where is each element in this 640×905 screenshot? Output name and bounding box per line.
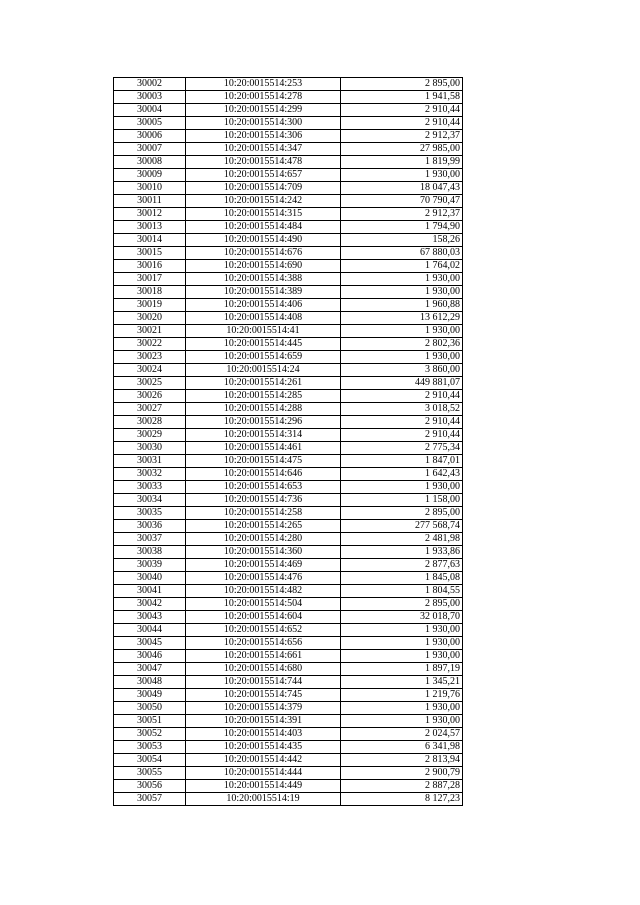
row-number-cell: 30004 xyxy=(114,104,186,117)
table-row xyxy=(114,468,463,481)
cadastral-number-cell: 10:20:0015514:300 xyxy=(186,117,341,130)
cadastral-number-cell: 10:20:0015514:379 xyxy=(186,702,341,715)
amount-cell: 2 024,57 xyxy=(341,728,463,741)
row-number-cell: 30016 xyxy=(114,260,186,273)
table-row xyxy=(114,104,463,117)
cadastral-number-cell: 10:20:0015514:484 xyxy=(186,221,341,234)
row-number-cell: 30055 xyxy=(114,767,186,780)
amount-cell: 2 912,37 xyxy=(341,208,463,221)
row-number-cell: 30037 xyxy=(114,533,186,546)
table-row xyxy=(114,715,463,728)
table-row xyxy=(114,455,463,468)
row-number-cell: 30032 xyxy=(114,468,186,481)
amount-cell: 1 941,58 xyxy=(341,91,463,104)
amount-cell: 158,26 xyxy=(341,234,463,247)
row-number-cell: 30057 xyxy=(114,793,186,806)
table-row xyxy=(114,611,463,624)
row-number-cell: 30002 xyxy=(114,78,186,91)
cadastral-number-cell: 10:20:0015514:296 xyxy=(186,416,341,429)
cadastral-number-cell: 10:20:0015514:653 xyxy=(186,481,341,494)
cadastral-number-cell: 10:20:0015514:656 xyxy=(186,637,341,650)
amount-cell: 32 018,70 xyxy=(341,611,463,624)
cadastral-number-cell: 10:20:0015514:744 xyxy=(186,676,341,689)
row-number-cell: 30006 xyxy=(114,130,186,143)
row-number-cell: 30014 xyxy=(114,234,186,247)
row-number-cell: 30046 xyxy=(114,650,186,663)
amount-cell: 2 910,44 xyxy=(341,117,463,130)
amount-cell: 1 930,00 xyxy=(341,637,463,650)
row-number-cell: 30054 xyxy=(114,754,186,767)
cadastral-number-cell: 10:20:0015514:490 xyxy=(186,234,341,247)
table-row xyxy=(114,299,463,312)
table-row xyxy=(114,351,463,364)
cadastral-number-cell: 10:20:0015514:314 xyxy=(186,429,341,442)
row-number-cell: 30044 xyxy=(114,624,186,637)
amount-cell: 8 127,23 xyxy=(341,793,463,806)
amount-cell: 18 047,43 xyxy=(341,182,463,195)
amount-cell: 13 612,29 xyxy=(341,312,463,325)
amount-cell: 3 860,00 xyxy=(341,364,463,377)
table-row xyxy=(114,247,463,260)
row-number-cell: 30007 xyxy=(114,143,186,156)
row-number-cell: 30005 xyxy=(114,117,186,130)
row-number-cell: 30017 xyxy=(114,273,186,286)
cadastral-number-cell: 10:20:0015514:476 xyxy=(186,572,341,585)
amount-cell: 1 930,00 xyxy=(341,624,463,637)
table-row xyxy=(114,260,463,273)
table-row xyxy=(114,312,463,325)
cadastral-number-cell: 10:20:0015514:604 xyxy=(186,611,341,624)
table-row xyxy=(114,325,463,338)
amount-cell: 1 930,00 xyxy=(341,650,463,663)
row-number-cell: 30022 xyxy=(114,338,186,351)
table-row xyxy=(114,130,463,143)
amount-cell: 1 804,55 xyxy=(341,585,463,598)
amount-cell: 27 985,00 xyxy=(341,143,463,156)
row-number-cell: 30050 xyxy=(114,702,186,715)
amount-cell: 1 345,21 xyxy=(341,676,463,689)
cadastral-number-cell: 10:20:0015514:478 xyxy=(186,156,341,169)
amount-cell: 1 819,99 xyxy=(341,156,463,169)
cadastral-number-cell: 10:20:0015514:280 xyxy=(186,533,341,546)
row-number-cell: 30033 xyxy=(114,481,186,494)
table-row xyxy=(114,689,463,702)
cadastral-number-cell: 10:20:0015514:657 xyxy=(186,169,341,182)
row-number-cell: 30008 xyxy=(114,156,186,169)
table-row xyxy=(114,767,463,780)
amount-cell: 1 930,00 xyxy=(341,325,463,338)
row-number-cell: 30019 xyxy=(114,299,186,312)
amount-cell: 2 910,44 xyxy=(341,390,463,403)
row-number-cell: 30012 xyxy=(114,208,186,221)
amount-cell: 1 930,00 xyxy=(341,286,463,299)
cadastral-number-cell: 10:20:0015514:403 xyxy=(186,728,341,741)
table-row xyxy=(114,403,463,416)
amount-cell: 1 930,00 xyxy=(341,702,463,715)
row-number-cell: 30035 xyxy=(114,507,186,520)
table-row xyxy=(114,377,463,390)
cadastral-number-cell: 10:20:0015514:391 xyxy=(186,715,341,728)
row-number-cell: 30041 xyxy=(114,585,186,598)
cadastral-number-cell: 10:20:0015514:315 xyxy=(186,208,341,221)
row-number-cell: 30036 xyxy=(114,520,186,533)
table-row xyxy=(114,91,463,104)
table-row xyxy=(114,494,463,507)
amount-cell: 1 930,00 xyxy=(341,273,463,286)
amount-cell: 2 895,00 xyxy=(341,598,463,611)
cadastral-number-cell: 10:20:0015514:388 xyxy=(186,273,341,286)
cadastral-number-cell: 10:20:0015514:469 xyxy=(186,559,341,572)
cadastral-number-cell: 10:20:0015514:258 xyxy=(186,507,341,520)
table-row xyxy=(114,234,463,247)
table-row xyxy=(114,156,463,169)
row-number-cell: 30030 xyxy=(114,442,186,455)
table-row xyxy=(114,78,463,91)
table-row xyxy=(114,429,463,442)
row-number-cell: 30023 xyxy=(114,351,186,364)
table-row xyxy=(114,442,463,455)
cadastral-number-cell: 10:20:0015514:661 xyxy=(186,650,341,663)
amount-cell: 2 887,28 xyxy=(341,780,463,793)
cadastral-number-cell: 10:20:0015514:652 xyxy=(186,624,341,637)
amount-cell: 2 895,00 xyxy=(341,507,463,520)
cadastral-number-cell: 10:20:0015514:745 xyxy=(186,689,341,702)
row-number-cell: 30025 xyxy=(114,377,186,390)
row-number-cell: 30045 xyxy=(114,637,186,650)
row-number-cell: 30029 xyxy=(114,429,186,442)
amount-cell: 1 930,00 xyxy=(341,351,463,364)
row-number-cell: 30049 xyxy=(114,689,186,702)
table-row xyxy=(114,182,463,195)
table-row xyxy=(114,338,463,351)
row-number-cell: 30028 xyxy=(114,416,186,429)
cadastral-number-cell: 10:20:0015514:261 xyxy=(186,377,341,390)
cadastral-number-cell: 10:20:0015514:242 xyxy=(186,195,341,208)
table-row xyxy=(114,702,463,715)
amount-cell: 1 897,19 xyxy=(341,663,463,676)
table-row xyxy=(114,676,463,689)
cadastral-number-cell: 10:20:0015514:482 xyxy=(186,585,341,598)
amount-cell: 1 642,43 xyxy=(341,468,463,481)
row-number-cell: 30042 xyxy=(114,598,186,611)
amount-cell: 2 895,00 xyxy=(341,78,463,91)
row-number-cell: 30051 xyxy=(114,715,186,728)
amount-cell: 1 219,76 xyxy=(341,689,463,702)
cadastral-number-cell: 10:20:0015514:736 xyxy=(186,494,341,507)
table-row xyxy=(114,221,463,234)
table-row xyxy=(114,793,463,806)
table-row xyxy=(114,559,463,572)
cadastral-number-cell: 10:20:0015514:288 xyxy=(186,403,341,416)
cadastral-table xyxy=(113,77,463,806)
row-number-cell: 30039 xyxy=(114,559,186,572)
row-number-cell: 30047 xyxy=(114,663,186,676)
row-number-cell: 30021 xyxy=(114,325,186,338)
table-row xyxy=(114,286,463,299)
amount-cell: 6 341,98 xyxy=(341,741,463,754)
cadastral-number-cell: 10:20:0015514:475 xyxy=(186,455,341,468)
amount-cell: 1 930,00 xyxy=(341,715,463,728)
cadastral-number-cell: 10:20:0015514:445 xyxy=(186,338,341,351)
amount-cell: 2 775,34 xyxy=(341,442,463,455)
amount-cell: 1 764,02 xyxy=(341,260,463,273)
table-row xyxy=(114,728,463,741)
row-number-cell: 30043 xyxy=(114,611,186,624)
amount-cell: 449 881,07 xyxy=(341,377,463,390)
amount-cell: 70 790,47 xyxy=(341,195,463,208)
row-number-cell: 30031 xyxy=(114,455,186,468)
amount-cell: 2 813,94 xyxy=(341,754,463,767)
table-row xyxy=(114,208,463,221)
cadastral-number-cell: 10:20:0015514:435 xyxy=(186,741,341,754)
table-row xyxy=(114,754,463,767)
row-number-cell: 30003 xyxy=(114,91,186,104)
table-row xyxy=(114,416,463,429)
row-number-cell: 30009 xyxy=(114,169,186,182)
cadastral-number-cell: 10:20:0015514:285 xyxy=(186,390,341,403)
row-number-cell: 30024 xyxy=(114,364,186,377)
cadastral-number-cell: 10:20:0015514:19 xyxy=(186,793,341,806)
cadastral-number-cell: 10:20:0015514:306 xyxy=(186,130,341,143)
cadastral-number-cell: 10:20:0015514:41 xyxy=(186,325,341,338)
row-number-cell: 30034 xyxy=(114,494,186,507)
cadastral-number-cell: 10:20:0015514:646 xyxy=(186,468,341,481)
cadastral-number-cell: 10:20:0015514:253 xyxy=(186,78,341,91)
cadastral-number-cell: 10:20:0015514:680 xyxy=(186,663,341,676)
amount-cell: 1 930,00 xyxy=(341,481,463,494)
amount-cell: 2 910,44 xyxy=(341,104,463,117)
table-row xyxy=(114,637,463,650)
amount-cell: 1 960,88 xyxy=(341,299,463,312)
table-row xyxy=(114,741,463,754)
row-number-cell: 30013 xyxy=(114,221,186,234)
row-number-cell: 30020 xyxy=(114,312,186,325)
amount-cell: 1 794,90 xyxy=(341,221,463,234)
amount-cell: 2 910,44 xyxy=(341,416,463,429)
cadastral-number-cell: 10:20:0015514:389 xyxy=(186,286,341,299)
cadastral-number-cell: 10:20:0015514:659 xyxy=(186,351,341,364)
row-number-cell: 30053 xyxy=(114,741,186,754)
row-number-cell: 30048 xyxy=(114,676,186,689)
cadastral-number-cell: 10:20:0015514:24 xyxy=(186,364,341,377)
amount-cell: 2 900,79 xyxy=(341,767,463,780)
table-row xyxy=(114,780,463,793)
table-row xyxy=(114,650,463,663)
cadastral-number-cell: 10:20:0015514:676 xyxy=(186,247,341,260)
table-row xyxy=(114,481,463,494)
amount-cell: 2 910,44 xyxy=(341,429,463,442)
row-number-cell: 30018 xyxy=(114,286,186,299)
cadastral-number-cell: 10:20:0015514:449 xyxy=(186,780,341,793)
cadastral-number-cell: 10:20:0015514:278 xyxy=(186,91,341,104)
table-row xyxy=(114,663,463,676)
row-number-cell: 30040 xyxy=(114,572,186,585)
table-row xyxy=(114,195,463,208)
table-row xyxy=(114,546,463,559)
amount-cell: 2 877,63 xyxy=(341,559,463,572)
amount-cell: 1 847,01 xyxy=(341,455,463,468)
amount-cell: 3 018,52 xyxy=(341,403,463,416)
row-number-cell: 30015 xyxy=(114,247,186,260)
table-row xyxy=(114,169,463,182)
table-row xyxy=(114,143,463,156)
cadastral-number-cell: 10:20:0015514:408 xyxy=(186,312,341,325)
cadastral-number-cell: 10:20:0015514:444 xyxy=(186,767,341,780)
amount-cell: 2 481,98 xyxy=(341,533,463,546)
cadastral-number-cell: 10:20:0015514:265 xyxy=(186,520,341,533)
table-row xyxy=(114,117,463,130)
amount-cell: 1 158,00 xyxy=(341,494,463,507)
table-row xyxy=(114,572,463,585)
table-row xyxy=(114,507,463,520)
cadastral-number-cell: 10:20:0015514:504 xyxy=(186,598,341,611)
table-row xyxy=(114,598,463,611)
cadastral-number-cell: 10:20:0015514:442 xyxy=(186,754,341,767)
table-row xyxy=(114,585,463,598)
table-body xyxy=(114,78,463,806)
cadastral-number-cell: 10:20:0015514:709 xyxy=(186,182,341,195)
cadastral-number-cell: 10:20:0015514:360 xyxy=(186,546,341,559)
row-number-cell: 30026 xyxy=(114,390,186,403)
amount-cell: 1 933,86 xyxy=(341,546,463,559)
table-row xyxy=(114,624,463,637)
row-number-cell: 30056 xyxy=(114,780,186,793)
table-row xyxy=(114,390,463,403)
table-row xyxy=(114,520,463,533)
amount-cell: 1 930,00 xyxy=(341,169,463,182)
table-row xyxy=(114,364,463,377)
amount-cell: 67 880,03 xyxy=(341,247,463,260)
row-number-cell: 30027 xyxy=(114,403,186,416)
amount-cell: 277 568,74 xyxy=(341,520,463,533)
amount-cell: 2 802,36 xyxy=(341,338,463,351)
table-row xyxy=(114,533,463,546)
amount-cell: 1 845,08 xyxy=(341,572,463,585)
cadastral-number-cell: 10:20:0015514:406 xyxy=(186,299,341,312)
table-row xyxy=(114,273,463,286)
cadastral-number-cell: 10:20:0015514:347 xyxy=(186,143,341,156)
amount-cell: 2 912,37 xyxy=(341,130,463,143)
row-number-cell: 30011 xyxy=(114,195,186,208)
row-number-cell: 30010 xyxy=(114,182,186,195)
cadastral-number-cell: 10:20:0015514:461 xyxy=(186,442,341,455)
cadastral-number-cell: 10:20:0015514:299 xyxy=(186,104,341,117)
row-number-cell: 30038 xyxy=(114,546,186,559)
cadastral-number-cell: 10:20:0015514:690 xyxy=(186,260,341,273)
row-number-cell: 30052 xyxy=(114,728,186,741)
